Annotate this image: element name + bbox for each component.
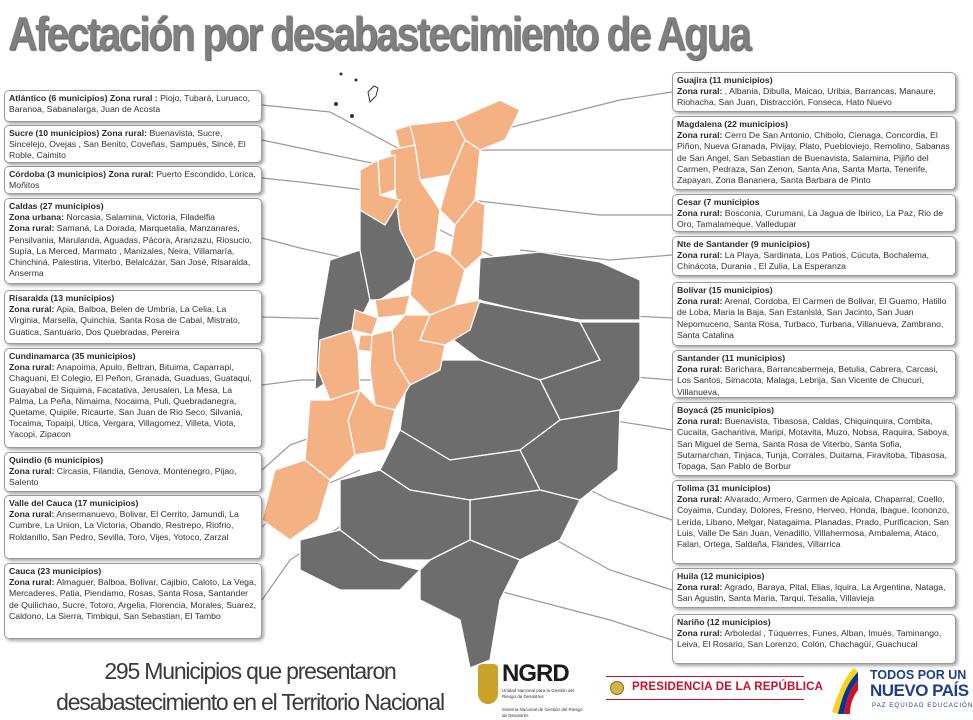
ngrd-subtitle: Unidad Nacional para la Gestión del Riesgo de Desastres [502,688,575,699]
slogan-line1: TODOS POR UN [870,668,967,682]
panel-caldas [4,198,262,284]
municipalities-list: Alvarado, Armero, Carmen de Apicala, Chaparral, Coello, Coyaima, Cunday, Dolores, Fresno, Herveo, Honda, Ibague, Icononzo, Lerida, Libano, Melgar, Natagaima, Planadas, Prado, Purificacion, San Luis, Valle De San Juan, Venadillo, Villahermosa, Ambalema, Ataco, Falan, Ortega, Saldaña, Flandes, Villarrica [677,494,950,550]
municipalities-list: Apia, Balboa, Belen de Umbria, La Celia, La Virginia, Marsella, Quinchia, Santa Rosa de Cabal, Mistrato, Guatica, Santuario, Dos Quebradas, Pereira [9,304,241,337]
municipalities-list: Barichara, Barrancabermeja, Betulia, Cabrera, Carcasi, Los Santos, Simacota, Malaga, Lebrija, San Vicente de Chucuri, Villanueva, [677,364,938,397]
dept-name: Caldas (27 municipios) [9,201,104,211]
dept-name: Tolima (31 municipios) [677,483,771,493]
zone-label: Zona rural: [677,208,723,219]
todos-por-un-nuevo-pais-logo [826,664,973,718]
municipalities-list: Arboledal , Túquerres, Funes, Alban, Imués, Taminango, Leiva, El Rosario, San Lorenzo, Colón, Chachagüí, Guachucal [677,628,942,650]
panel-cundinamarca [4,348,262,448]
dept-name: Quindio (6 municipios) [9,455,104,465]
zone-label: Zona rural: [9,304,55,315]
dept-name: Atlántico (6 municipios) [9,93,108,103]
municipalities-list: Puerto Escondido, Lorica, Moñitos [9,169,256,191]
panel-cesar [672,194,956,232]
municipalities-list: Piojo, Tubará, Luruaco, Baranoa, Sabanalarga, Juan de Acosta [9,93,250,115]
dept-name: Huila (12 municipios) [677,571,765,581]
dept-name: Sucre (10 municipios) [9,128,100,138]
panel-norte-santander [672,236,956,276]
footer-caption [50,656,450,718]
zone-label: Zona rural: [677,250,723,261]
zone-label: Zona rural: [677,494,723,505]
zone-label: Zona rural: [677,416,723,427]
dept-name: Cauca (23 municipios) [9,566,102,576]
dept-name: Guajira (11 municipios) [677,75,773,85]
municipalities-list: Samaná, La Dorada, Marquetalia, Manzanares, Pensilvania, Marulanda, Aguadas, Pácora, Aranzazu, Riosucio, Supía, La Merced, Marmato , Manizales, Neira, Villamaría, Chinchiná, Palestina, Viterbo, Belalcázar, San José, Risaralda, Anserma [9,223,252,279]
panel-atlantico [4,90,262,122]
ngrd-name: NGRD [502,660,569,687]
dept-name: Boyacá (25 municipios) [677,405,775,415]
dept-name: Valle del Cauca (17 municipios) [9,498,139,508]
coat-of-arms-icon [610,681,624,695]
municipalities-list: La Playa, Sardinata, Los Patios, Cúcuta, Bochalema, Chinácota, Durania , El Zulia, La Esperanza [677,250,930,272]
footer-line2: desabastecimiento en el Territorio Nacional [56,689,444,715]
zone-label: Zona rural: [9,466,55,477]
slogan-line3: PAZ EQUIDAD EDUCACIÓN [872,702,973,709]
dept-name: Magdalena (22 municipios) [677,119,789,129]
municipalities-list: Norcasia, Salamina, Victoria, Filadelfia [66,212,216,223]
zone-label: Zona rural: [108,169,154,179]
ngrd-subtitle-2: Sistema Nacional de Gestión del Riesgo de Desastres [502,707,583,718]
panel-bolivar [672,282,956,346]
dept-name: Santander (11 municipios) [677,353,786,363]
panel-narino [672,614,956,664]
panel-cauca [4,563,262,639]
municipalities-list: Bosconia, Curumani, La Jagua de Ibirico, La Paz, Rio de Oro, Tamalameque, Valledupar [677,208,944,230]
dept-name: Risaralda (13 municipios) [9,293,115,303]
region-quindio [358,335,372,352]
ngrd-logo [478,660,586,718]
zone-label: Zona rural : [109,93,158,103]
municipalities-list: Buenavista, Tibasosa, Caldas, Chiquinquira, Combita, Cucaita, Gachantiva, Maripi, Motavita, Muzo, Nobsa, Raquira, Saboya, San Miguel de Sema, Santa Rosa de Viterbo, Santa Sofia, Sutamarchan, Tinjaca, Tunja, Corrales, Duitama, Firavitoba, Tibasosa, Topaga, San Pablo de Borbur [677,416,950,472]
zone-label: Zona rural: [9,577,55,588]
panel-quindio [4,452,262,492]
dept-name: Nte de Santander (9 municipios) [677,239,810,249]
zone-label: Zona rural: [9,509,55,520]
region-valle [318,330,360,400]
presidencia-text: PRESIDENCIA DE LA REPÚBLICA [632,681,824,693]
slogan-line2: NUEVO PAÍS [870,681,969,700]
municipalities-list: Cerro De San Antonio, Chibolo, Cienaga, Concordia, El Piñon, Nueva Granada, Pivijay, Plato, Puebloviejo, Remolino, Sabanas de San Angel, San Sebastian de Buenavista, Salamina, Pijiño del Carmen, Pedraza, San Zenon, Santa Ana, Santa Marta, Tenerife, Zapayan, Zona Bananera, Santa Barbara de Pinto [677,130,950,186]
ngrd-shield-icon [478,664,498,704]
dept-name: Córdoba (3 municipios) [9,169,107,179]
footer-line1: 295 Municipios que presentaron [104,658,396,684]
panel-santander [672,350,956,398]
region-sucre [378,155,395,195]
flag-swoosh-icon [828,666,858,714]
panel-magdalena [672,116,956,190]
panel-boyaca [672,402,956,476]
zone-label: Zona rural: [9,223,55,234]
panel-risaralda [4,290,262,344]
presidencia-logo [606,676,824,700]
page-title: Afectación por desabastecimiento de Agua [8,7,750,60]
dept-name: Cesar (7 municipios [677,197,760,207]
zone-label: Zona rural: [677,130,723,141]
panel-cordoba [4,166,262,194]
region-narino [262,460,330,540]
municipalities-list: Ansermanuevo, Bolivar, El Cerrito, Jamundi, La Cumbre, La Union, La Victoria, Obando, Restrepo, Riofrio, Roldanillo, San Pedro, Sevilla, Toro, Vijes, Yotoco, Zarzal [9,509,239,542]
panel-huila [672,568,956,608]
dept-name: Bolívar (15 municipios) [677,285,773,295]
municipalities-list: Circasia, Filandia, Genova, Montenegro, Pijao, Salento [9,466,237,488]
municipalities-list: Agrado, Baraya, Pital, Elias, Iquira, La Argentina, Nataga, San Agustin, Santa Maria, Tarqui, Tesalia, Villavieja [677,582,946,604]
zone-label: Zona rural: [677,86,723,97]
municipalities-list: , Albania, Dibulla, Maicao, Uribia, Barrancas, Manaure, Riohacha, San Juan, Distracción, Fonseca, Hato Nuevo [677,86,936,108]
zone-label: Zona rural: [677,296,723,307]
zone-label: Zona rural: [677,364,723,375]
municipalities-list: Arenal, Cordoba, El Carmen de Bolivar, El Guamo, Hatillo de Loba, Maria la Baja, San Estanislá, San Jacinto, San Juan Nepomuceno, Santa Rosa, Turbaco, Turbana, Villanueva, Zambrano, Santa Catalina [677,296,947,340]
dept-name: Nariño (12 municipios) [677,617,771,627]
panel-guajira [672,72,956,112]
san-andres-islands [335,73,379,118]
panel-valle-del-cauca [4,495,262,559]
region-risaralda [352,310,378,335]
panel-tolima [672,480,956,564]
dept-name: Cundinamarca (35 municipios) [9,351,136,361]
zone-label: Zona rural: [101,128,148,138]
zone-label: Zona rural: [9,362,55,373]
municipalities-list: Buenavista, Sucre, Sincelejo, Ovejas , San Benito, Coveñas, Sampués, Sincé, El Roble, Caimito [9,128,246,161]
region-amazonas [420,540,520,668]
municipalities-list: Anapoima, Apulo, Beltran, Bituima, Caparrapi, Chaguani, El Colegio, El Peñon, Granada, Guaduas, Guataqui, Guayabal de Siquima, Facatativa, Jerusalen, La Mesa, La Palma, La Peña, Nimaima, Nocaima, Puli, Quebradanegra, Quetame, Quipile, Ricaurte, San Juan de Rio Seco, Silvania, Tocaima, Topaipi, Utica, Vergara, Villagomez, Villeta, Viota, Yacopi, Zipacon [9,362,252,440]
zone-label: Zona rural: [677,582,723,593]
panel-sucre [4,125,262,163]
municipalities-list: Almaguer, Balboa, Bolivar, Cajibio, Caloto, La Vega, Mercaderes, Patia, Piendamo, Rosas, Santa Rosa, Santander de Quilichao, Sucre, Totoro, Argelia, Florencia, Morales, Suarez, Caldono, La Sierra, Timbiqui, San Sebastian, El Tambo [9,577,257,621]
zone-label: Zona urbana: [9,212,65,223]
zone-label: Zona rural: [677,628,723,639]
